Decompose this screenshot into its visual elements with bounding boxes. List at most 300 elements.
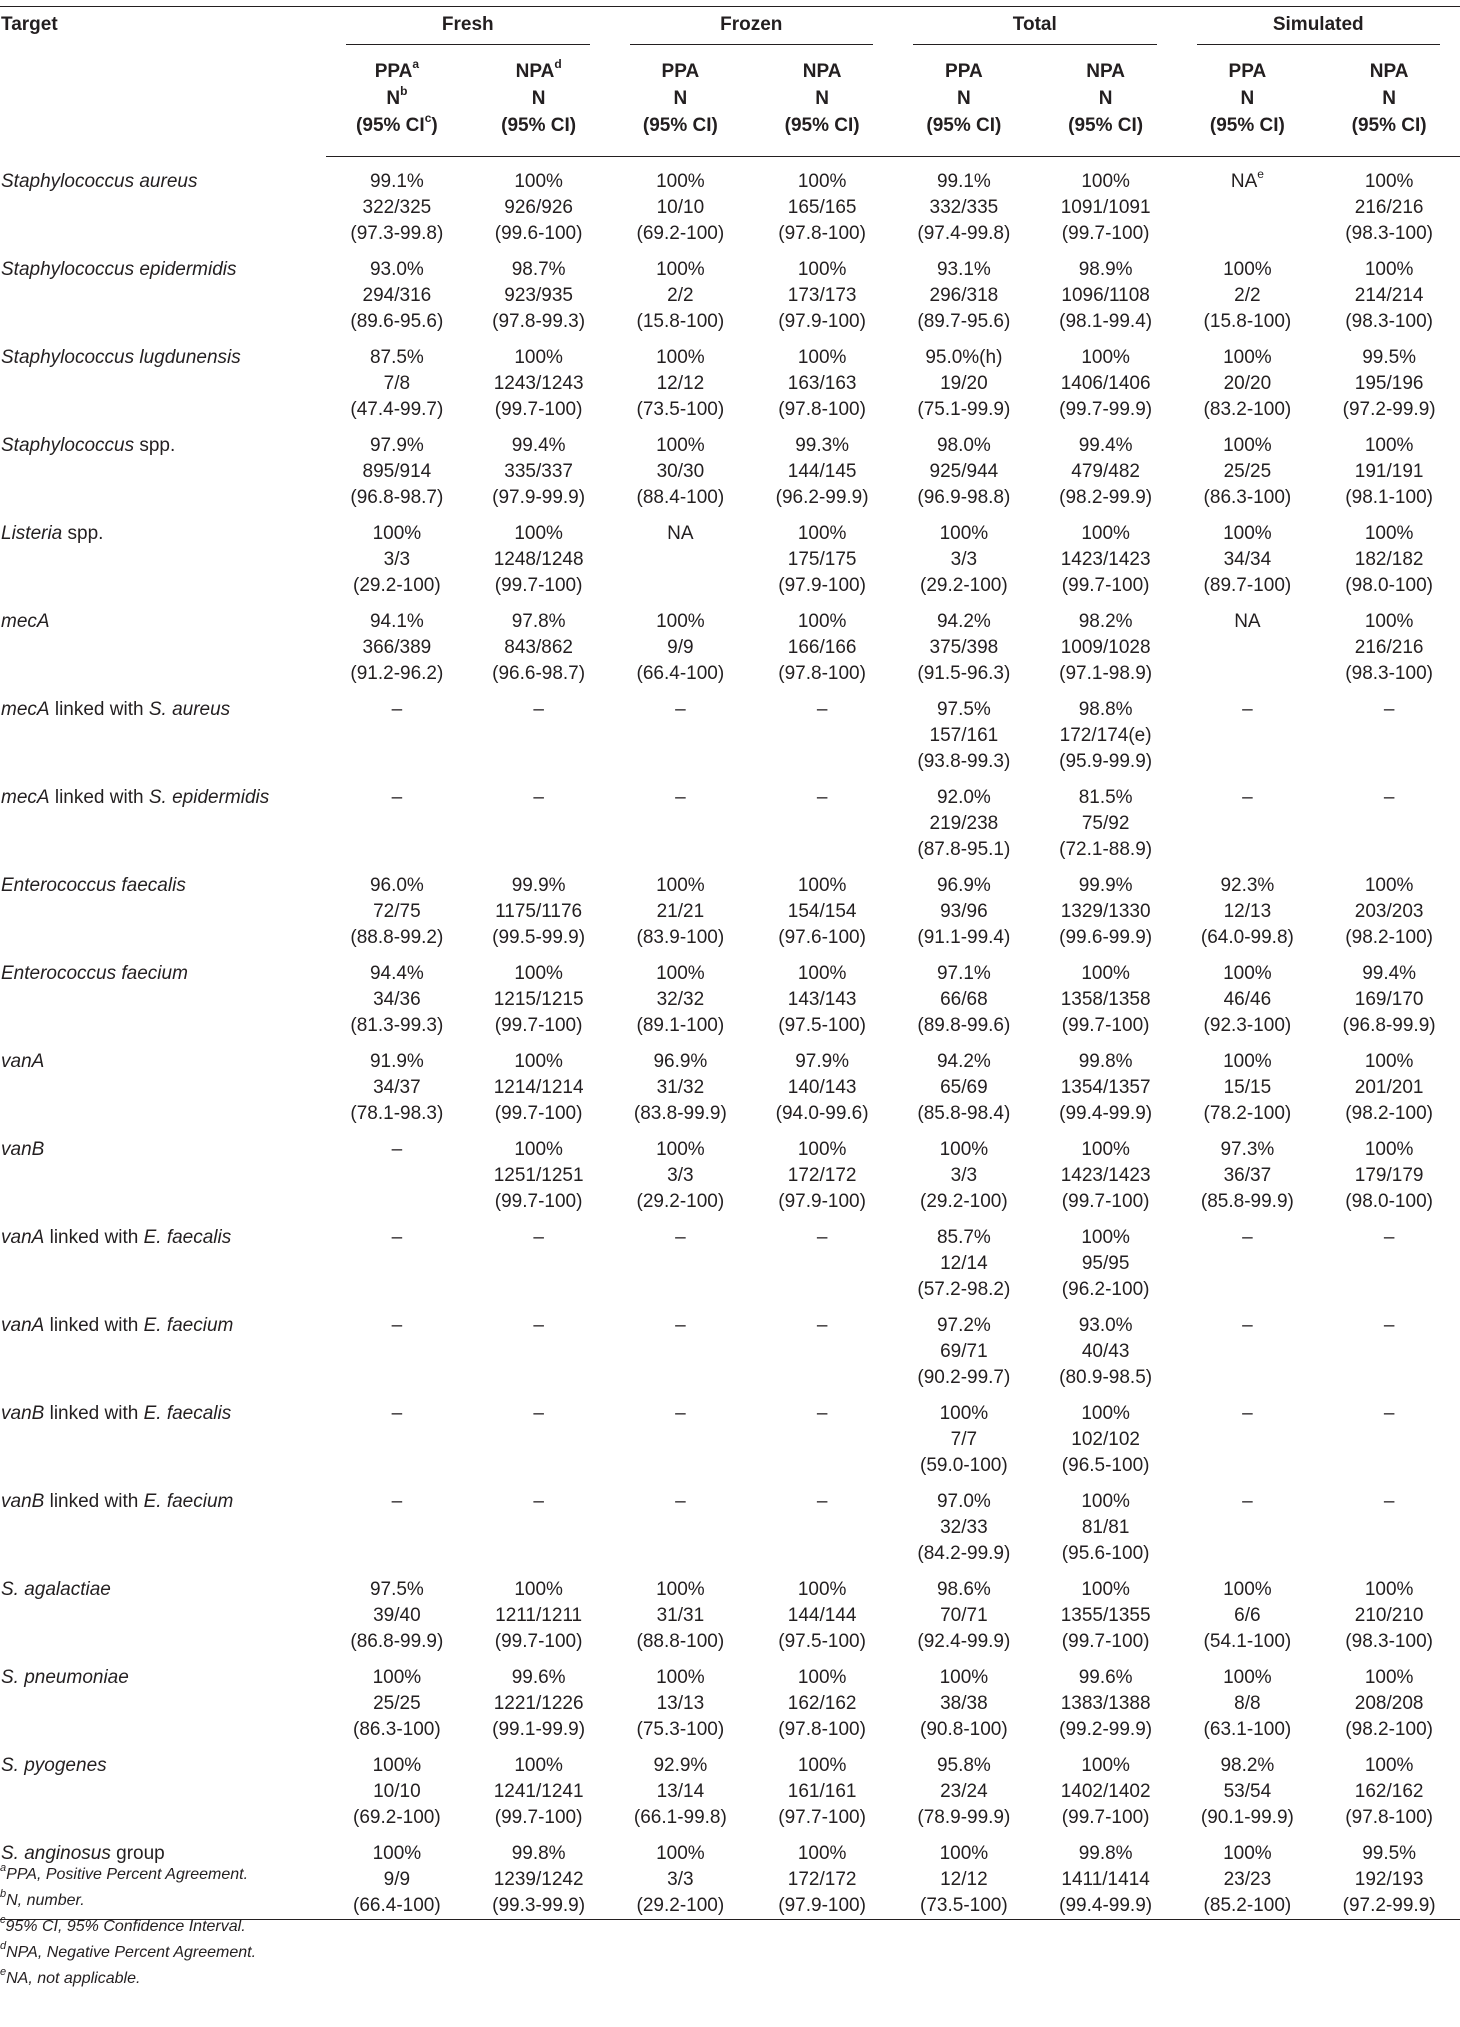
cell-value: (97.4-99.8)	[917, 223, 1011, 244]
subheader-metric-label: NPA	[1369, 61, 1409, 82]
table-body	[0, 157, 1460, 1920]
cell-value: 102/102	[1071, 1429, 1140, 1450]
table-cell	[1177, 511, 1319, 599]
cell-value: 144/145	[787, 461, 857, 482]
cell-value: (97.2-99.9)	[1342, 1895, 1436, 1916]
cell-value: (86.3-100)	[353, 1719, 441, 1740]
cell-value: –	[391, 1139, 403, 1160]
table-row	[0, 1567, 1460, 1655]
cell-value: 9/9	[667, 637, 694, 658]
target-name	[0, 1391, 326, 1479]
cell-value: 99.3%	[795, 435, 850, 456]
cell-value: (98.1-100)	[1345, 487, 1433, 508]
table-row	[0, 1039, 1460, 1127]
cell-value: 94.1%	[369, 611, 424, 632]
table-cell	[751, 335, 893, 423]
cell-value: 294/316	[362, 285, 432, 306]
cell-value: 100%	[1081, 1227, 1130, 1248]
table-cell	[610, 1215, 752, 1303]
cell-value: –	[1242, 1315, 1253, 1336]
table-cell	[1035, 1655, 1177, 1743]
subheader-ci-label: (95% CI)	[926, 115, 1002, 136]
target-name-part: E. faecium	[143, 1315, 234, 1336]
cell-value: 7/8	[383, 373, 411, 394]
cell-value: 210/210	[1354, 1605, 1424, 1626]
cell-value: –	[391, 1227, 403, 1248]
cell-value: 162/162	[1354, 1781, 1424, 1802]
table-cell	[610, 335, 752, 423]
cell-value: 182/182	[1354, 549, 1424, 570]
cell-value: (99.7-100)	[494, 399, 583, 420]
cell-value: 10/10	[656, 197, 705, 218]
table-row	[0, 1127, 1460, 1215]
table-cell	[610, 157, 752, 248]
cell-value: 87.5%	[369, 347, 424, 368]
subheader-count-label: N	[531, 88, 546, 109]
cell-value: 100%	[1223, 259, 1272, 280]
table-cell	[1035, 1039, 1177, 1127]
cell-value: 100%	[1223, 435, 1272, 456]
cell-value: (94.0-99.6)	[775, 1103, 869, 1124]
table-cell	[1177, 1479, 1319, 1567]
table-cell	[1318, 1567, 1460, 1655]
subheader-metric-label: PPA	[1228, 61, 1267, 82]
table-cell	[1177, 951, 1319, 1039]
cell-value: 99.8%	[511, 1843, 566, 1864]
subheader-ci	[610, 112, 752, 139]
cell-value: 100%	[656, 1579, 705, 1600]
cell-value: 100%	[514, 1139, 563, 1160]
cell-value: 9/9	[383, 1869, 411, 1890]
cell-value: –	[391, 1491, 403, 1512]
table-cell	[1035, 1303, 1177, 1391]
table-cell	[893, 687, 1035, 775]
target-name	[0, 863, 326, 951]
footnote-marker: a	[412, 56, 420, 71]
cell-value: (97.8-100)	[778, 1719, 866, 1740]
table-cell	[610, 1303, 752, 1391]
cell-value: 97.5%	[936, 699, 991, 720]
subheader-ci	[893, 112, 1035, 139]
cell-value: 1423/1423	[1060, 549, 1151, 570]
subheader-count	[468, 85, 610, 112]
cell-value: 100%	[1081, 1579, 1130, 1600]
cell-value: 2/2	[1234, 285, 1261, 306]
cell-value: (80.9-98.5)	[1059, 1367, 1153, 1388]
subheader-count-label: N	[1382, 88, 1396, 109]
cell-value: (99.4-99.9)	[1059, 1103, 1153, 1124]
cell-value: 154/154	[787, 901, 857, 922]
table-cell	[468, 335, 610, 423]
subheader-ci	[326, 112, 468, 139]
cell-value: 1383/1388	[1060, 1693, 1151, 1714]
footnote-text: N, number.	[6, 1892, 85, 1909]
table-cell	[326, 1127, 468, 1215]
target-name-part: Staphylococcus aureus	[1, 170, 198, 192]
cell-value	[1177, 166, 1319, 195]
subheader-metric	[610, 58, 752, 85]
table-cell	[1318, 511, 1460, 599]
cell-value: 203/203	[1354, 901, 1424, 922]
table-cell	[326, 775, 468, 863]
target-name-part: S. aureus	[148, 699, 231, 720]
footnote	[0, 1862, 1460, 1888]
table-cell	[468, 1743, 610, 1831]
table-row	[0, 863, 1460, 951]
subheader-count	[610, 85, 752, 112]
table-cell	[1318, 1039, 1460, 1127]
subheader-ci	[1035, 112, 1177, 139]
table-cell	[326, 599, 468, 687]
cell-value: –	[816, 787, 828, 808]
cell-value: (29.2-100)	[920, 575, 1008, 596]
cell-value: (15.8-100)	[636, 311, 725, 332]
target-name-part: E. faecalis	[143, 1227, 232, 1248]
table-cell	[1318, 1655, 1460, 1743]
cell-value: (99.5-99.9)	[492, 927, 586, 948]
target-name-part: spp.	[134, 435, 176, 456]
target-name-part: S. pyogenes	[1, 1755, 107, 1776]
cell-value: (98.3-100)	[1345, 663, 1433, 684]
cell-value: 2/2	[667, 285, 694, 306]
cell-value: (99.7-99.9)	[1059, 399, 1153, 420]
footnote	[0, 1966, 1460, 1992]
table-cell	[751, 1039, 893, 1127]
cell-value: 100%	[514, 171, 563, 192]
subheader-metric-label: PPA	[661, 61, 700, 82]
table-cell	[326, 1303, 468, 1391]
cell-value: (98.3-100)	[1345, 1631, 1433, 1652]
target-name-part: mecA	[1, 787, 50, 808]
cell-value: 94.2%	[936, 611, 991, 632]
cell-value: (97.6-100)	[778, 927, 866, 948]
cell-value: 97.9%	[795, 1051, 850, 1072]
target-name-part: vanA	[1, 1227, 45, 1248]
cell-value: (97.9-100)	[778, 575, 866, 596]
cell-value: 34/37	[373, 1077, 421, 1098]
table-cell	[1035, 951, 1177, 1039]
cell-value: 100%	[797, 347, 847, 368]
cell-value: 100%	[1081, 1403, 1130, 1424]
table-cell	[893, 599, 1035, 687]
cell-value: (98.3-100)	[1345, 223, 1433, 244]
cell-value: 335/337	[504, 461, 573, 482]
cell-value: 53/54	[1223, 1781, 1272, 1802]
cell-value: 169/170	[1354, 989, 1424, 1010]
table-cell	[751, 157, 893, 248]
cell-value: –	[675, 1491, 686, 1512]
cell-value: 38/38	[940, 1693, 988, 1714]
cell-value: (97.9-100)	[778, 1191, 866, 1212]
table-cell	[751, 1391, 893, 1479]
subheader-metric-label: PPA	[945, 61, 983, 82]
cell-value: –	[675, 787, 686, 808]
table-cell	[468, 863, 610, 951]
cell-value: (97.8-100)	[778, 399, 866, 420]
cell-value: (98.2-100)	[1345, 927, 1433, 948]
cell-value: (97.3-99.8)	[350, 223, 444, 244]
cell-value: (57.2-98.2)	[917, 1279, 1011, 1300]
target-name-part: linked with	[44, 1227, 144, 1248]
subheader-cell	[1318, 48, 1460, 157]
footnote-text: 95% CI, 95% Confidence Interval.	[5, 1918, 246, 1935]
table-row	[0, 775, 1460, 863]
target-name-part: spp.	[62, 523, 104, 544]
table-cell	[1318, 775, 1460, 863]
target-name-part: Listeria	[1, 523, 63, 544]
cell-value: 7/7	[950, 1429, 978, 1450]
cell-value: 3/3	[667, 1869, 694, 1890]
cell-value: (97.8-99.3)	[492, 311, 586, 332]
target-name-part: vanA	[1, 1315, 45, 1336]
table-row	[0, 247, 1460, 335]
cell-value: (95.9-99.9)	[1059, 751, 1153, 772]
cell-value: 1211/1211	[495, 1605, 583, 1626]
table-cell	[610, 687, 752, 775]
footnote-marker: e	[0, 1965, 7, 1978]
cell-value: (99.4-99.9)	[1059, 1895, 1153, 1916]
target-name	[0, 1743, 326, 1831]
cell-value: 100%	[372, 523, 422, 544]
subheader-count-label: N	[386, 88, 401, 109]
cell-value: 100%	[656, 875, 705, 896]
cell-value: 100%	[1081, 347, 1130, 368]
cell-value: (29.2-100)	[920, 1191, 1008, 1212]
cell-value: 926/926	[504, 197, 573, 218]
cell-value: (85.8-98.4)	[917, 1103, 1011, 1124]
table-cell	[893, 1039, 1035, 1127]
target-name-part: linked with	[44, 1315, 144, 1336]
target-name-part: S. epidermidis	[148, 787, 270, 808]
table-cell	[1318, 1479, 1460, 1567]
cell-value: 100%	[939, 1403, 989, 1424]
table-cell	[1177, 599, 1319, 687]
table-cell	[1177, 1655, 1319, 1743]
cell-value: (99.7-100)	[1061, 223, 1150, 244]
table-cell	[468, 687, 610, 775]
table-cell	[1035, 863, 1177, 951]
cell-value: 13/14	[656, 1781, 705, 1802]
table-cell	[326, 157, 468, 248]
table-cell	[893, 335, 1035, 423]
cell-value: –	[533, 1403, 544, 1424]
cell-value: 100%	[656, 611, 705, 632]
table-cell	[610, 247, 752, 335]
table-cell	[468, 1215, 610, 1303]
cell-value: 12/13	[1223, 901, 1272, 922]
subheader-metric	[1177, 58, 1319, 85]
subheader-cell	[1035, 48, 1177, 157]
table-cell	[751, 775, 893, 863]
cell-value: (90.1-99.9)	[1200, 1807, 1294, 1828]
cell-value: (66.1-99.8)	[633, 1807, 727, 1828]
subheader-count	[326, 85, 468, 112]
cell-value: 95.8%	[936, 1755, 991, 1776]
cell-value: (85.8-99.9)	[1200, 1191, 1294, 1212]
cell-value: (88.4-100)	[636, 487, 725, 508]
target-name-part: S. agalactiae	[1, 1579, 111, 1600]
table-cell	[1177, 1391, 1319, 1479]
cell-value: (75.3-100)	[636, 1719, 725, 1740]
table-cell	[751, 1479, 893, 1567]
cell-value: 100%	[797, 1139, 847, 1160]
footnotes	[0, 1862, 1460, 1992]
cell-value: 100%	[797, 523, 847, 544]
cell-value: (83.9-100)	[636, 927, 725, 948]
cell-value: (63.1-100)	[1203, 1719, 1292, 1740]
cell-value: (78.2-100)	[1203, 1103, 1292, 1124]
table-cell	[893, 1479, 1035, 1567]
target-name-part: linked with	[49, 699, 149, 720]
cell-value: (29.2-100)	[636, 1895, 725, 1916]
table-cell	[893, 1215, 1035, 1303]
cell-value: 925/944	[929, 461, 999, 482]
footnote	[0, 1940, 1460, 1966]
cell-value: 3/3	[950, 1165, 978, 1186]
cell-value: 12/12	[656, 373, 705, 394]
subheader-ci-label: (95% CI)	[1068, 115, 1144, 136]
cell-value: 20/20	[1223, 373, 1272, 394]
table-cell	[893, 1567, 1035, 1655]
cell-value: (98.2-100)	[1345, 1719, 1433, 1740]
table-cell	[326, 511, 468, 599]
cell-value: –	[1383, 1491, 1395, 1512]
table-cell	[1177, 247, 1319, 335]
cell-value: 100%	[797, 1579, 847, 1600]
group-header-simulated	[1177, 7, 1460, 49]
footnote	[0, 1888, 1460, 1914]
subheader-cell	[610, 48, 752, 157]
cell-value: (97.1-98.9)	[1059, 663, 1153, 684]
subheader-cell	[751, 48, 893, 157]
table-cell	[1177, 1567, 1319, 1655]
cell-value: 99.8%	[1078, 1051, 1133, 1072]
cell-value: 100%	[514, 963, 563, 984]
cell-value: –	[675, 1227, 686, 1248]
cell-value: 332/335	[929, 197, 999, 218]
cell-value: 895/914	[362, 461, 432, 482]
table-cell	[326, 1743, 468, 1831]
table-cell	[468, 423, 610, 511]
cell-value: (97.9-100)	[778, 311, 866, 332]
table-row	[0, 1743, 1460, 1831]
target-name	[0, 1215, 326, 1303]
subheader-count	[1318, 85, 1460, 112]
table-cell	[893, 247, 1035, 335]
cell-value: 100%	[1223, 1667, 1272, 1688]
cell-value: 1243/1243	[493, 373, 584, 394]
table-cell	[326, 335, 468, 423]
cell-value: (54.1-100)	[1203, 1631, 1292, 1652]
cell-value: (98.2-100)	[1345, 1103, 1433, 1124]
cell-value: 165/165	[787, 197, 857, 218]
table-cell	[468, 1127, 610, 1215]
table-cell	[326, 1567, 468, 1655]
subheader-metric	[1318, 58, 1460, 85]
footnote-text: NPA, Negative Percent Agreement.	[6, 1944, 257, 1961]
cell-value: 157/161	[929, 725, 999, 746]
cell-value: 100%	[372, 1843, 422, 1864]
cell-value: 97.5%	[369, 1579, 424, 1600]
cell-value: 175/175	[787, 549, 857, 570]
cell-value: (93.8-99.3)	[917, 751, 1011, 772]
cell-value: 95.0%(h)	[925, 347, 1003, 368]
cell-value: –	[1383, 699, 1395, 720]
cell-value: 100%	[797, 1843, 847, 1864]
cell-value: 100%	[514, 523, 563, 544]
cell-value: 1423/1423	[1060, 1165, 1151, 1186]
table-cell	[468, 511, 610, 599]
cell-value: 100%	[797, 611, 847, 632]
subheader-cell	[1177, 48, 1319, 157]
cell-value: –	[391, 699, 403, 720]
cell-value: 100%	[656, 963, 705, 984]
table-cell	[1177, 775, 1319, 863]
target-name	[0, 1479, 326, 1567]
table-cell	[610, 1655, 752, 1743]
cell-value: (99.7-100)	[494, 1191, 583, 1212]
table-cell	[751, 1127, 893, 1215]
table-cell	[1035, 335, 1177, 423]
table-cell	[1035, 1567, 1177, 1655]
cell-value: (97.9-100)	[778, 1895, 866, 1916]
table-cell	[751, 1655, 893, 1743]
cell-value: 923/935	[504, 285, 573, 306]
cell-value: (98.2-99.9)	[1059, 487, 1153, 508]
footnote-marker: c	[0, 1913, 6, 1926]
table-cell	[326, 951, 468, 1039]
target-name	[0, 687, 326, 775]
cell-value: 1354/1357	[1060, 1077, 1151, 1098]
table-cell	[893, 511, 1035, 599]
cell-value: 99.4%	[511, 435, 566, 456]
cell-value: 216/216	[1354, 637, 1424, 658]
subheader-ci-label: (95% CI)	[642, 115, 718, 136]
cell-value: –	[391, 787, 403, 808]
target-name-part: vanB	[1, 1491, 45, 1512]
cell-value: (96.9-98.8)	[917, 487, 1011, 508]
cell-value: –	[816, 1227, 828, 1248]
cell-value: 1241/1241	[493, 1781, 584, 1802]
table-cell	[893, 775, 1035, 863]
cell-value: 100%	[1081, 523, 1130, 544]
cell-value: (97.8-100)	[778, 223, 866, 244]
cell-value: 97.8%	[511, 611, 566, 632]
cell-value: –	[675, 699, 686, 720]
cell-value: 162/162	[787, 1693, 857, 1714]
table-row	[0, 511, 1460, 599]
cell-value: 65/69	[940, 1077, 988, 1098]
footnote-marker: e	[1257, 166, 1264, 181]
target-column-header: Target	[0, 7, 326, 157]
cell-value: 81/81	[1081, 1517, 1130, 1538]
target-name-part: mecA	[1, 699, 50, 720]
table-cell	[610, 1127, 752, 1215]
cell-value: –	[1383, 1315, 1395, 1336]
cell-value: (47.4-99.7)	[350, 399, 444, 420]
target-name	[0, 423, 326, 511]
table-cell	[610, 1743, 752, 1831]
table-cell	[1318, 599, 1460, 687]
cell-value: 100%	[1364, 1755, 1414, 1776]
cell-value: 100%	[797, 1667, 847, 1688]
subheader-metric	[1035, 58, 1177, 85]
cell-value: 25/25	[1223, 461, 1272, 482]
cell-value: (81.3-99.3)	[350, 1015, 444, 1036]
cell-value: (86.3-100)	[1203, 487, 1292, 508]
cell-value: (69.2-100)	[353, 1807, 441, 1828]
table-cell	[1318, 863, 1460, 951]
